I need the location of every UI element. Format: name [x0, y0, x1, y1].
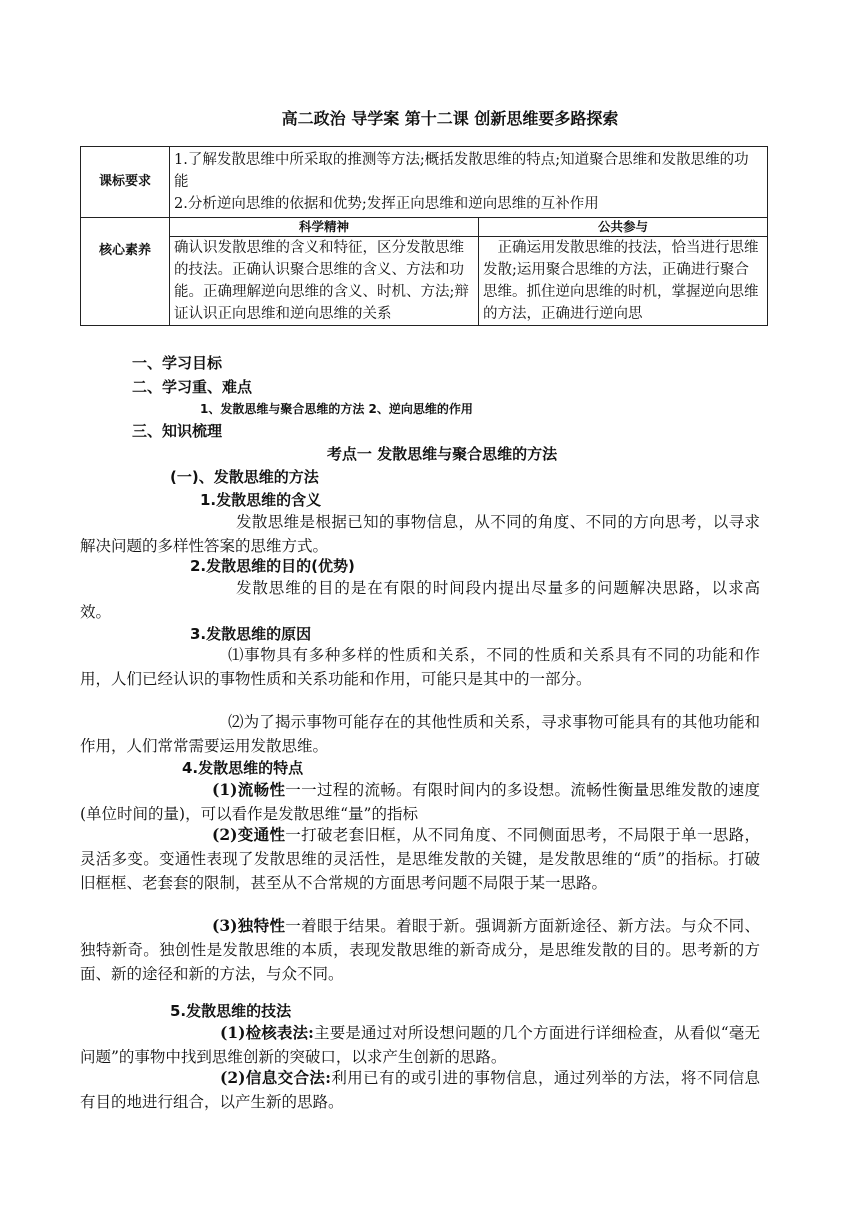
- paragraph-2: 发散思维的目的是在有限的时间段内提出尽量多的问题解决思路，以求高效。: [80, 579, 760, 621]
- term-checklist: (1)检核表法:: [220, 1023, 314, 1042]
- paragraph-4b: (2)变通性一打破老套旧框，从不同角度、不同侧面思考，不局限于单一思路，灵活多变。变通性表现了发散思维的灵活性，是思维发散的关键，是发散思维的“质”的指标。打破旧框框、老套套的限制，甚至从不合常规的方面思考问题不局限于某一思路。: [80, 825, 760, 892]
- req-label: 课标要求: [81, 147, 170, 218]
- section-3-heading: 三、知识梳理: [132, 422, 223, 440]
- paragraph-4c: (3)独特性一着眼于结果。着眼于新。强调新方面新途径、新方法。与众不同、独特新奇。独创性是发散思维的本质，表现发散思维的新奇成分，是思维发散的目的。思考新的方面、新的途径和新的方法，与众不同。: [80, 916, 760, 983]
- subsection-1-heading: (一)、发散思维的方法: [170, 468, 319, 486]
- section-2-heading: 二、学习重、难点: [132, 378, 253, 396]
- req-line-2: 2.分析逆向思维的依据和优势;发挥正向思维和逆向思维的互补作用: [174, 196, 599, 212]
- table-row: [81, 237, 768, 326]
- heading-3: 3.发散思维的原因: [190, 625, 312, 643]
- core-label: 核心素养: [81, 218, 170, 326]
- term-info-combination: (2)信息交合法:: [220, 1068, 332, 1087]
- table-row: [81, 147, 768, 218]
- col1-text: 确认识发散思维的含义和特征，区分发散思维的技法。正确认识聚合思维的含义、方法和功能。正确理解逆向思维的含义、时机、方法;辩证认识正向思维和逆向思维的关系: [170, 237, 479, 326]
- col2-head: 公共参与: [479, 218, 768, 237]
- section-2-items: 1、发散思维与聚合思维的方法 2、逆向思维的作用: [200, 402, 473, 416]
- term-originality: (3)独特性: [212, 916, 286, 935]
- paragraph-3a: ⑴事物具有多种多样的性质和关系，不同的性质和关系具有不同的功能和作用，人们已经认识的事物性质和关系功能和作用，可能只是其中的一部分。: [80, 646, 760, 688]
- heading-1: 1.发散思维的含义: [200, 491, 322, 509]
- col2-text: 正确运用发散思维的技法，恰当进行思维发散;运用聚合思维的方法，正确进行聚合思维。抓住逆向思维的时机，掌握逆向思维的方法，正确进行逆向思: [479, 237, 768, 326]
- col1-head: 科学精神: [170, 218, 479, 237]
- req-cell: [170, 147, 768, 218]
- kaodian-heading: 考点一 发散思维与聚合思维的方法: [326, 445, 558, 463]
- section-1-heading: 一、学习目标: [132, 354, 223, 372]
- req-line-1: 1.了解发散思维中所采取的推测等方法;概括发散思维的特点;知道聚合思维和发散思维的功能: [174, 152, 749, 190]
- paragraph-5a: (1)检核表法:主要是通过对所设想问题的几个方面进行详细检查，从看似“毫无问题”的事物中找到思维创新的突破口，以求产生创新的思路。: [80, 1023, 760, 1066]
- table-row: [81, 218, 768, 237]
- paragraph-3b: ⑵为了揭示事物可能存在的其他性质和关系，寻求事物可能具有的其他功能和作用，人们常常需要运用发散思维。: [80, 713, 760, 755]
- heading-5: 5.发散思维的技法: [170, 1002, 292, 1020]
- paragraph-1: 发散思维是根据已知的事物信息，从不同的角度、不同的方向思考，以寻求解决问题的多样性答案的思维方式。: [80, 513, 760, 555]
- term-flexibility: (2)变通性: [212, 825, 286, 844]
- heading-4: 4.发散思维的特点: [182, 759, 304, 777]
- paragraph-4a: (1)流畅性一一过程的流畅。有限时间内的多设想。流畅性衡量思维发散的速度(单位时间的量)，可以看作是发散思维“量”的指标: [80, 780, 760, 823]
- objectives-table: [80, 146, 768, 326]
- page-title: 高二政治 导学案 第十二课 创新思维要多路探索: [281, 109, 619, 128]
- term-fluency: (1)流畅性: [212, 780, 286, 799]
- paragraph-5b: (2)信息交合法:利用已有的或引进的事物信息，通过列举的方法，将不同信息有目的地进行组合，以产生新的思路。: [80, 1068, 760, 1111]
- heading-2: 2.发散思维的目的(优势): [190, 557, 355, 575]
